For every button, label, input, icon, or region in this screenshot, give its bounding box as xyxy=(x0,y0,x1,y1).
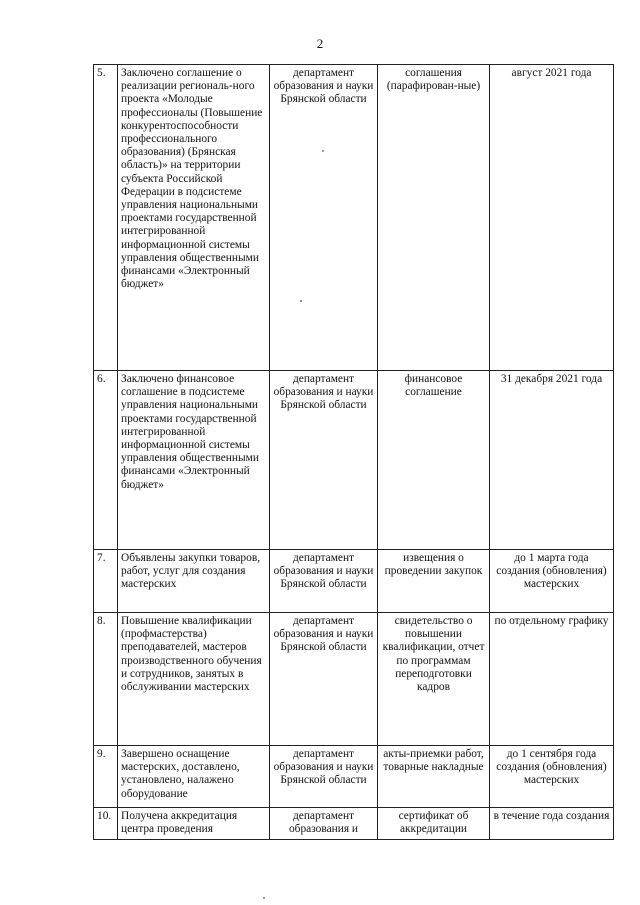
responsible-cell: департамент образования и науки Брянской области xyxy=(270,371,378,550)
term-cell: в течение года создания xyxy=(490,808,614,840)
row-number: 6. xyxy=(94,371,118,550)
table-row xyxy=(94,550,614,613)
responsible-cell: департамент образования и науки Брянской области xyxy=(270,613,378,746)
event-cell: Заключено соглашение о реализации региональ-ного проекта «Молодые профессионалы (Повышение конкурентоспособности профессионального образования) (Брянская область)» на территории субъекта Российской Федерации в подсистеме управления национальными проектами государственной интегрированной информационной системы управления общественными финансами «Электронный бюджет» xyxy=(118,65,270,371)
plan-table xyxy=(93,64,614,840)
result-cell: соглашения (парафирован-ные) xyxy=(378,65,490,371)
term-cell: 31 декабря 2021 года xyxy=(490,371,614,550)
result-cell: извещения о проведении закупок xyxy=(378,550,490,613)
responsible-cell: департамент образования и науки Брянской области xyxy=(270,746,378,808)
scan-speck xyxy=(263,897,265,899)
event-cell: Повышение квалификации (профмастерства) преподавателей, мастеров производственного обучения и сотрудников, занятых в обслуживании мастерских xyxy=(118,613,270,746)
result-cell: финансовое соглашение xyxy=(378,371,490,550)
event-cell: Завершено оснащение мастерских, доставлено, установлено, налажено оборудование xyxy=(118,746,270,808)
term-cell: по отдельному графику xyxy=(490,613,614,746)
result-cell: сертификат об аккредитации xyxy=(378,808,490,840)
responsible-cell: департамент образования и xyxy=(270,808,378,840)
page-number: 2 xyxy=(316,36,324,51)
event-cell: Получена аккредитация центра проведения xyxy=(118,808,270,840)
event-cell: Заключено финансовое соглашение в подсистеме управления национальными проектами государственной интегрированной информационной системы управления общественными финансами «Электронный бюджет» xyxy=(118,371,270,550)
table-row xyxy=(94,808,614,840)
scan-speck xyxy=(322,150,324,152)
responsible-cell: департамент образования и науки Брянской области xyxy=(270,65,378,371)
row-number: 7. xyxy=(94,550,118,613)
result-cell: свидетельство о повышении квалификации, отчет по программам переподготовки кадров xyxy=(378,613,490,746)
responsible-cell: департамент образования и науки Брянской области xyxy=(270,550,378,613)
event-cell: Объявлены закупки товаров, работ, услуг для создания мастерских xyxy=(118,550,270,613)
table-row xyxy=(94,371,614,550)
result-cell: акты-приемки работ, товарные накладные xyxy=(378,746,490,808)
term-cell: август 2021 года xyxy=(490,65,614,371)
table-row xyxy=(94,613,614,746)
term-cell: до 1 сентября года создания (обновления) мастерских xyxy=(490,746,614,808)
row-number: 8. xyxy=(94,613,118,746)
row-number: 10. xyxy=(94,808,118,840)
scan-speck xyxy=(300,300,302,302)
term-cell: до 1 марта года создания (обновления) мастерских xyxy=(490,550,614,613)
table-row xyxy=(94,65,614,371)
table-row xyxy=(94,746,614,808)
row-number: 9. xyxy=(94,746,118,808)
row-number: 5. xyxy=(94,65,118,371)
